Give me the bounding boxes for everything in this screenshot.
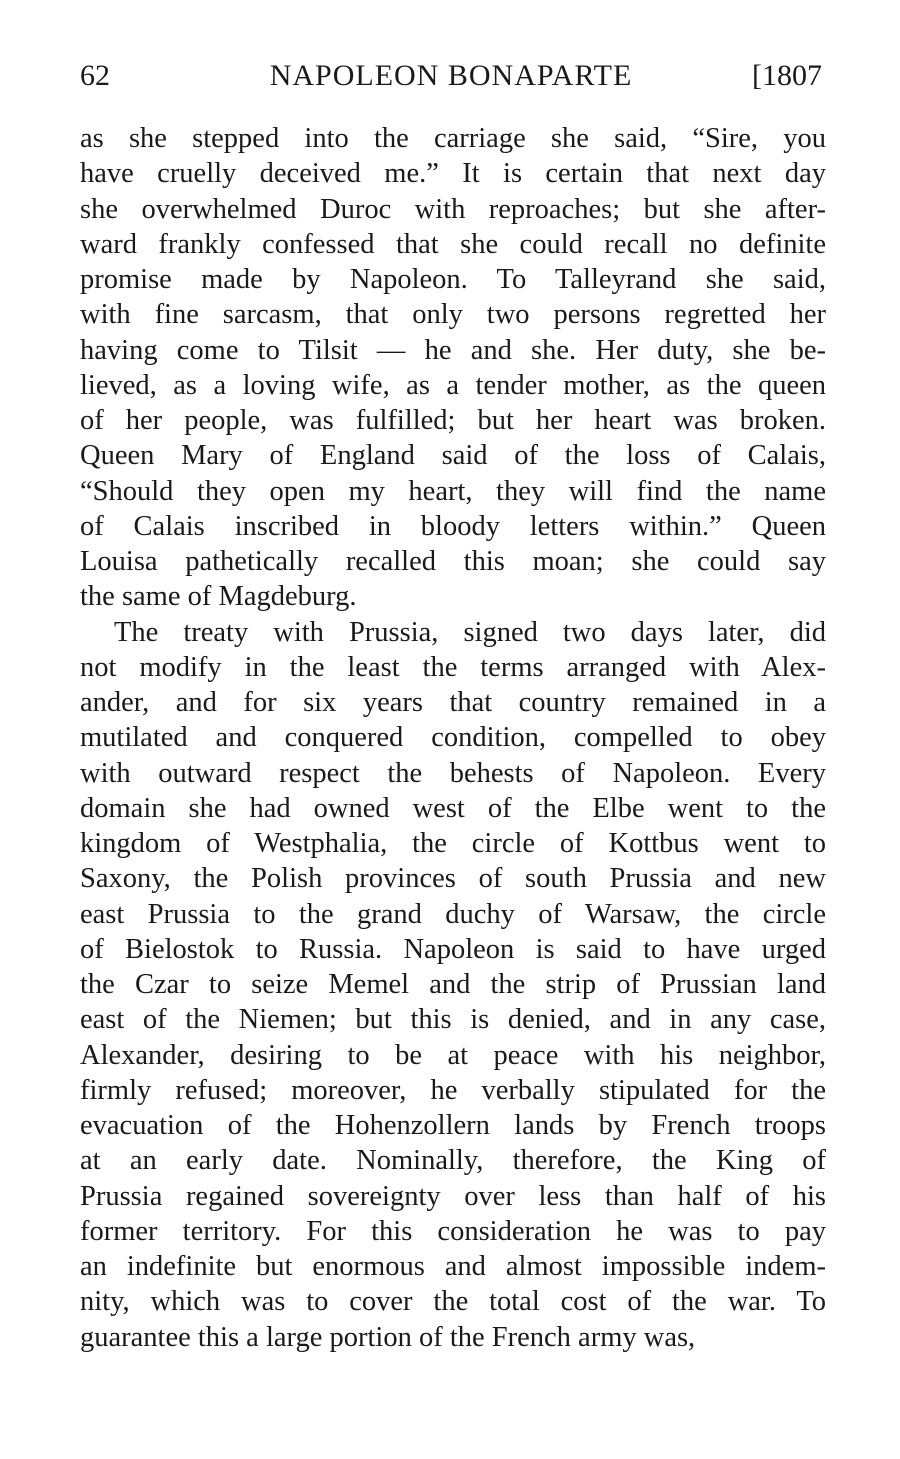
text-line: east Prussia to the grand duchy of Warsaw, the circle [80, 898, 826, 930]
text-line: as she stepped into the carriage she said, “Sire, you [80, 123, 826, 154]
text-line: Louisa pathetically recalled this moan; she could say [80, 546, 826, 577]
text-line: at an early date. Nominally, therefore, the King of [80, 1145, 826, 1177]
text-line: evacuation of the Hohenzollern lands by French troops [80, 1110, 826, 1141]
text-line: The treaty with Prussia, signed two days later, did [114, 616, 826, 648]
text-line: “Should they open my heart, they will find the name [80, 475, 826, 507]
text-line: firmly refused; moreover, he verbally stipulated for the [80, 1074, 826, 1106]
text-line: Queen Mary of England said of the loss of Calais, [80, 440, 826, 472]
text-line: not modify in the least the terms arranged with Alex- [80, 651, 826, 683]
text-line: of Bielostok to Russia. Napoleon is said to have urged [80, 933, 826, 965]
text-line: east of the Niemen; but this is denied, and in any case, [80, 1004, 826, 1036]
text-line: of her people, was fulfilled; but her heart was broken. [80, 405, 826, 436]
text-line: ward frankly confessed that she could recall no definite [80, 228, 826, 260]
text-line: mutilated and conquered condition, compelled to obey [80, 722, 826, 754]
text-line: having come to Tilsit — he and she. Her duty, she be- [80, 334, 826, 366]
text-line: an indefinite but enormous and almost impossible indem- [80, 1251, 826, 1282]
text-line: ander, and for six years that country remained in a [80, 687, 826, 718]
text-line: former territory. For this consideration he was to pay [80, 1215, 826, 1247]
text-line: have cruelly deceived me.” It is certain that next day [80, 158, 826, 190]
text-line: promise made by Napoleon. To Talleyrand she said, [80, 264, 826, 295]
text-line: with fine sarcasm, that only two persons regretted her [80, 299, 826, 331]
running-year: [1807 [752, 59, 822, 92]
text-line: the same of Magdeburg. [80, 581, 357, 613]
paragraph [80, 121, 826, 615]
body-text [80, 121, 826, 1355]
text-line: of Calais inscribed in bloody letters within.” Queen [80, 510, 826, 542]
text-line: kingdom of Westphalia, the circle of Kottbus went to [80, 828, 826, 859]
running-title: NAPOLEON BONAPARTE [269, 59, 633, 92]
text-line: she overwhelmed Duroc with reproaches; but she after- [80, 193, 826, 225]
text-line: Alexander, desiring to be at peace with his neighbor, [80, 1039, 826, 1071]
text-line: domain she had owned west of the Elbe went to the [80, 792, 826, 824]
text-line: the Czar to seize Memel and the strip of Prussian land [80, 969, 826, 1000]
text-line: nity, which was to cover the total cost of the war. To [80, 1286, 826, 1318]
paragraph [80, 615, 826, 1355]
text-line: with outward respect the behests of Napoleon. Every [80, 757, 826, 789]
text-line: Prussia regained sovereignty over less than half of his [80, 1180, 826, 1212]
text-line: lieved, as a loving wife, as a tender mother, as the queen [80, 369, 826, 401]
page-number: 62 [80, 59, 110, 92]
text-line: Saxony, the Polish provinces of south Prussia and new [80, 863, 826, 895]
text-line: guarantee this a large portion of the French army was, [80, 1321, 696, 1353]
running-header [80, 56, 822, 96]
